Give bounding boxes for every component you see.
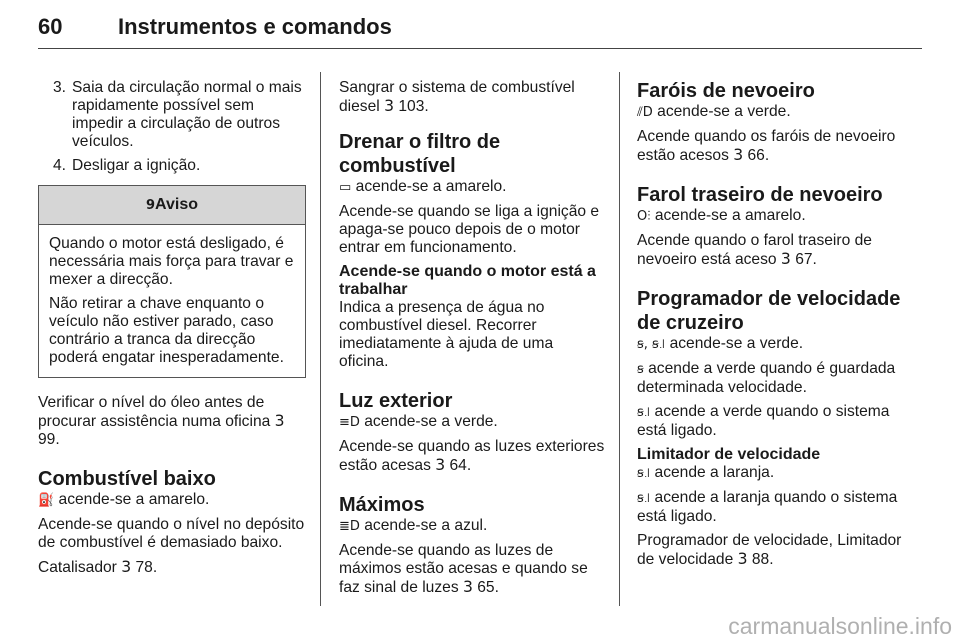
paragraph bbox=[637, 232, 912, 269]
warning-box-header bbox=[39, 186, 305, 225]
list-item bbox=[38, 79, 306, 151]
speed-limiter-description: acende a laranja quando o sistema está ligado. bbox=[637, 489, 898, 525]
speed-limiter-icon: ꞩ꜌ bbox=[637, 491, 651, 506]
page-reference[interactable]: 65. bbox=[477, 579, 499, 596]
page-reference[interactable]: 78. bbox=[135, 559, 158, 576]
drain-status: acende-se a amarelo. bbox=[355, 178, 507, 195]
paragraph bbox=[38, 558, 306, 577]
running-heading: Acende-se quando o motor está a trabalhar bbox=[339, 263, 596, 298]
paragraph bbox=[339, 517, 605, 536]
page-reference[interactable]: 88. bbox=[751, 551, 774, 568]
section-title: Instrumentos e comandos bbox=[118, 14, 392, 39]
page-number: 60 bbox=[38, 14, 63, 39]
warning-title: Aviso bbox=[155, 196, 199, 213]
list-item bbox=[38, 157, 306, 175]
cruise-control-icon: ꞩ, ꞩ꜌ bbox=[637, 337, 666, 352]
paragraph bbox=[38, 394, 306, 449]
rear-fog-heading: Farol traseiro de nevoeiro bbox=[637, 184, 883, 206]
paragraph bbox=[637, 532, 912, 569]
page-header bbox=[38, 14, 922, 49]
paragraph bbox=[637, 103, 912, 122]
reference-arrow-icon: 3 bbox=[384, 97, 395, 115]
drain-heading: Drenar o filtro de combustível bbox=[339, 131, 501, 177]
rear-fog-status: acende-se a amarelo. bbox=[654, 207, 806, 224]
column-divider bbox=[619, 72, 620, 606]
reference-arrow-icon: 3 bbox=[435, 456, 446, 474]
paragraph bbox=[637, 128, 912, 165]
paragraph bbox=[339, 542, 605, 597]
paragraph bbox=[637, 489, 912, 526]
paragraph bbox=[339, 413, 605, 432]
reference-arrow-icon: 3 bbox=[121, 558, 132, 576]
reference-arrow-icon: 3 bbox=[274, 412, 285, 430]
warning-icon: 9 bbox=[145, 198, 156, 213]
fog-lights-heading: Faróis de nevoeiro bbox=[637, 80, 815, 102]
cruise-description: acende a verde quando o sistema está ligado. bbox=[637, 403, 890, 439]
cruise-control-icon: ꞩ bbox=[637, 362, 644, 377]
running-description: Indica a presença de água no combustível diesel. Recorrer imediatamente à ajuda de uma oficina. bbox=[339, 299, 554, 370]
page-reference[interactable]: 67. bbox=[795, 251, 817, 268]
exterior-light-status: acende-se a verde. bbox=[364, 413, 498, 430]
page-reference[interactable]: 66. bbox=[747, 147, 770, 164]
paragraph bbox=[339, 79, 605, 116]
column-3 bbox=[637, 79, 912, 575]
speed-limiter-icon: ꞩ꜌ bbox=[637, 466, 651, 481]
high-beam-description: Acende-se quando as luzes de máximos estão acesas e quando se faz sinal de luzes bbox=[339, 542, 588, 596]
warning-text: Quando o motor está desligado, é necessária mais força para travar e mexer a direcção. bbox=[49, 235, 294, 288]
exterior-light-heading: Luz exterior bbox=[339, 390, 453, 412]
reference-arrow-icon: 3 bbox=[780, 250, 791, 268]
list-text: Saia da circulação normal o mais rapidamente possível sem impedir a circulação de outros veículos. bbox=[72, 79, 302, 150]
paragraph bbox=[38, 491, 306, 510]
high-beam-heading: Máximos bbox=[339, 494, 425, 516]
paragraph bbox=[637, 207, 912, 226]
page-reference[interactable]: 99. bbox=[38, 431, 60, 448]
exterior-light-icon: ≡D bbox=[339, 415, 360, 430]
paragraph bbox=[339, 438, 605, 475]
rear-fog-description: Acende quando o farol traseiro de nevoeiro está aceso bbox=[637, 232, 872, 268]
catalyst-text: Catalisador bbox=[38, 559, 117, 576]
fog-lights-status: acende-se a verde. bbox=[657, 103, 791, 120]
fog-light-icon: ⫽D bbox=[637, 105, 653, 120]
fog-lights-description: Acende quando os faróis de nevoeiro estão acesos bbox=[637, 128, 896, 164]
speed-limiter-reference-text: Programador de velocidade, Limitador de velocidade bbox=[637, 532, 902, 568]
speed-limiter-status: acende a laranja. bbox=[654, 464, 775, 481]
paragraph bbox=[637, 335, 912, 354]
fuel-filter-icon: ▭ bbox=[339, 180, 352, 195]
list-text: Desligar a ignição. bbox=[72, 157, 201, 174]
warning-text: Não retirar a chave enquanto o veículo não estiver parado, caso contrário a tranca da direcção poderá engatar inesperadamente. bbox=[49, 295, 284, 366]
watermark: carmanualsonline.info bbox=[728, 613, 952, 639]
paragraph bbox=[637, 403, 912, 440]
column-1 bbox=[38, 79, 306, 583]
list-number: 4. bbox=[52, 157, 66, 174]
fuel-description: Acende-se quando o nível no depósito de combustível é demasiado baixo. bbox=[38, 516, 305, 551]
speed-limiter-heading: Limitador de velocidade bbox=[637, 446, 821, 463]
page-reference[interactable]: 103. bbox=[398, 98, 429, 115]
oil-text: Verificar o nível do óleo antes de procurar assistência numa oficina bbox=[38, 394, 271, 430]
page-reference[interactable]: 64. bbox=[449, 457, 472, 474]
fuel-heading: Combustível baixo bbox=[38, 468, 216, 490]
fuel-pump-icon: ⛽ bbox=[38, 493, 55, 508]
reference-arrow-icon: 3 bbox=[733, 146, 744, 164]
cruise-status: acende-se a verde. bbox=[669, 335, 804, 352]
reference-arrow-icon: 3 bbox=[462, 578, 473, 596]
paragraph bbox=[339, 178, 605, 197]
reference-arrow-icon: 3 bbox=[737, 550, 748, 568]
cruise-control-icon: ꞩ꜌ bbox=[637, 405, 651, 420]
paragraph bbox=[637, 464, 912, 483]
bleed-text: Sangrar o sistema de combustível diesel bbox=[339, 79, 575, 115]
drain-description: Acende-se quando se liga a ignição e apaga-se pouco depois de o motor entrar em funcionamento. bbox=[339, 203, 600, 256]
cruise-control-heading: Programador de velocidade de cruzeiro bbox=[637, 288, 901, 334]
paragraph bbox=[637, 360, 912, 397]
exterior-light-description: Acende-se quando as luzes exteriores estão acesas bbox=[339, 438, 605, 474]
column-2 bbox=[339, 79, 605, 603]
fuel-status: acende-se a amarelo. bbox=[58, 491, 210, 508]
cruise-description: acende a verde quando é guardada determinada velocidade. bbox=[637, 360, 896, 396]
high-beam-status: acende-se a azul. bbox=[364, 517, 488, 534]
warning-box bbox=[38, 185, 306, 378]
rear-fog-light-icon: O⫶ bbox=[637, 209, 651, 224]
column-divider bbox=[320, 72, 321, 606]
list-number: 3. bbox=[52, 79, 66, 96]
high-beam-icon: ≣D bbox=[339, 519, 360, 534]
